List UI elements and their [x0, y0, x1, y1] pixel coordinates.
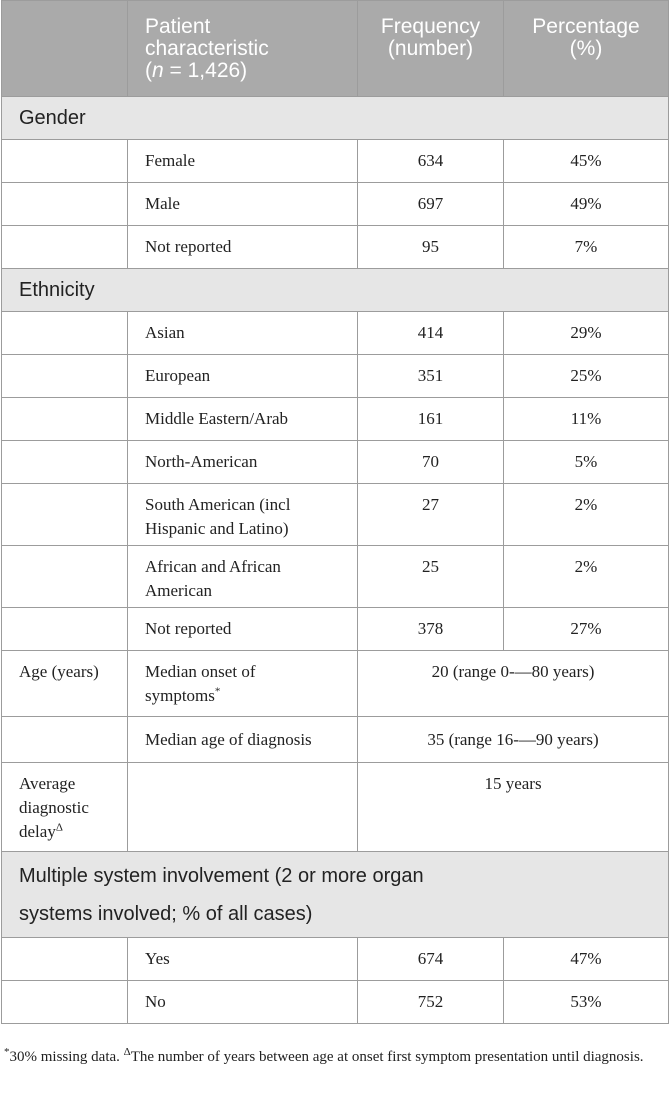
patient-characteristics-table: [1, 0, 669, 1024]
row-frequency: 697: [358, 183, 504, 226]
row-percentage: 2%: [504, 484, 669, 546]
row-label: European: [128, 355, 358, 398]
section-gender: [2, 97, 669, 140]
row-frequency: 752: [358, 981, 504, 1024]
row-frequency: 634: [358, 140, 504, 183]
header-patient-characteristic: Patient characteristic (n = 1,426): [128, 1, 358, 97]
table-row: [2, 938, 669, 981]
age-group-label: Age (years): [2, 651, 128, 717]
row-frequency: 27: [358, 484, 504, 546]
row-label: Female: [128, 140, 358, 183]
row-value: 20 (range 0-—80 years): [358, 651, 669, 717]
header-percentage: Percentage (%): [504, 1, 669, 97]
row-frequency: 378: [358, 608, 504, 651]
section-title: Ethnicity: [2, 269, 669, 312]
row-label: Not reported: [128, 226, 358, 269]
row-percentage: 7%: [504, 226, 669, 269]
table-row: [2, 226, 669, 269]
row-percentage: 5%: [504, 441, 669, 484]
table-row: [2, 355, 669, 398]
row-label: Yes: [128, 938, 358, 981]
row-percentage: 49%: [504, 183, 669, 226]
table-row: [2, 312, 669, 355]
row-percentage: 11%: [504, 398, 669, 441]
row-percentage: 47%: [504, 938, 669, 981]
row-label: Average diagnostic delay$^\Delta$: [2, 763, 128, 852]
row-label: Median onset of symptoms*: [128, 651, 358, 717]
row-frequency: 161: [358, 398, 504, 441]
section-title: Gender: [2, 97, 669, 140]
row-label: Median age of diagnosis: [128, 717, 358, 763]
table-row: [2, 608, 669, 651]
row-label: Not reported: [128, 608, 358, 651]
row-label: Male: [128, 183, 358, 226]
row-label: North-American: [128, 441, 358, 484]
row-value: 35 (range 16-—90 years): [358, 717, 669, 763]
row-frequency: 70: [358, 441, 504, 484]
table-row: [2, 398, 669, 441]
table-row: [2, 484, 669, 546]
header-frequency: Frequency (number): [358, 1, 504, 97]
section-ethnicity: [2, 269, 669, 312]
section-title: Multiple system involvement (2 or more organ systems involved; % of all cases): [2, 852, 669, 938]
table-row: [2, 140, 669, 183]
table-row: [2, 441, 669, 484]
row-percentage: 27%: [504, 608, 669, 651]
row-frequency: 351: [358, 355, 504, 398]
table-header-row: [2, 1, 669, 97]
table-row: [2, 981, 669, 1024]
table-footnote: *30% missing data. $^\Delta$The number of years between age at onset first symptom presentation until diagnosis.: [4, 1046, 644, 1065]
section-multiple-system: [2, 852, 669, 938]
row-label: African and African American: [128, 546, 358, 608]
row-frequency: 414: [358, 312, 504, 355]
table-row-diagnostic-delay: [2, 763, 669, 852]
row-frequency: 674: [358, 938, 504, 981]
row-frequency: 95: [358, 226, 504, 269]
row-value: 15 years: [358, 763, 669, 852]
header-empty-cell: [2, 1, 128, 97]
row-percentage: 2%: [504, 546, 669, 608]
row-percentage: 29%: [504, 312, 669, 355]
table-row-age-diagnosis: [2, 717, 669, 763]
row-percentage: 25%: [504, 355, 669, 398]
row-label: South American (incl Hispanic and Latino): [128, 484, 358, 546]
row-label: No: [128, 981, 358, 1024]
row-label: Middle Eastern/Arab: [128, 398, 358, 441]
row-label: Asian: [128, 312, 358, 355]
row-frequency: 25: [358, 546, 504, 608]
table-row: [2, 546, 669, 608]
table-row-age-onset: [2, 651, 669, 717]
row-percentage: 53%: [504, 981, 669, 1024]
row-percentage: 45%: [504, 140, 669, 183]
table-row: [2, 183, 669, 226]
